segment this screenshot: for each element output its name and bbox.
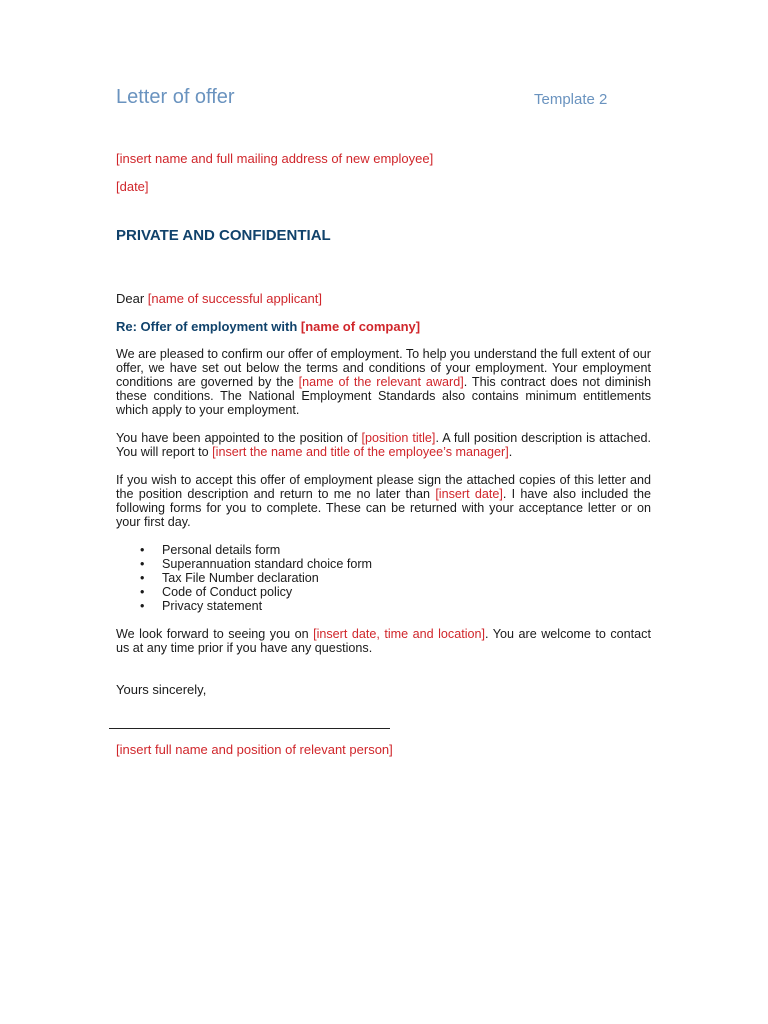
paragraph-position: [116, 431, 651, 459]
list-item: [116, 599, 372, 613]
paragraph-position-text-2: . A full position description is attached. You will report to: [116, 431, 651, 459]
bullet-icon: •: [140, 571, 145, 585]
meeting-placeholder: [insert date, time and location]: [313, 627, 486, 641]
paragraph-offer: [116, 347, 651, 417]
paragraph-welcome-text-1: We look forward to seeing you on: [116, 627, 314, 641]
form-item-label: Tax File Number declaration: [162, 571, 319, 585]
position-title-placeholder: [position title]: [361, 431, 436, 445]
salutation-prefix: Dear: [116, 291, 148, 306]
paragraph-acceptance-text-2: . I have also included the following forms for you to complete. These can be returned with your acceptance letter or on your first day.: [116, 487, 651, 529]
applicant-name-placeholder: [name of successful applicant]: [147, 291, 322, 306]
manager-placeholder: [insert the name and title of the employee’s manager]: [212, 445, 509, 459]
form-item-label: Superannuation standard choice form: [162, 557, 373, 571]
bullet-icon: •: [140, 585, 145, 599]
forms-list: [116, 543, 372, 613]
company-name-placeholder: [name of company]: [300, 319, 421, 334]
closing: Yours sincerely,: [116, 682, 207, 697]
address-placeholder: [insert name and full mailing address of new employee]: [116, 151, 434, 166]
award-placeholder: [name of the relevant award]: [298, 375, 464, 389]
paragraph-acceptance: [116, 473, 651, 529]
paragraph-position-text-1: You have been appointed to the position of: [116, 431, 362, 445]
paragraph-welcome-text-2: . You are welcome to contact us at any time prior if you have any questions.: [116, 627, 651, 655]
bullet-icon: •: [140, 543, 145, 557]
salutation: [116, 292, 322, 306]
list-item: [116, 571, 372, 585]
template-label: Template 2: [534, 91, 608, 108]
bullet-icon: •: [140, 599, 145, 613]
return-date-placeholder: [insert date]: [435, 487, 503, 501]
bullet-icon: •: [140, 557, 145, 571]
letter-title: Letter of offer: [116, 86, 235, 108]
signatory-placeholder: [insert full name and position of relevant person]: [116, 742, 393, 757]
paragraph-offer-text-1: We are pleased to confirm our offer of employment. To help you understand the full extent of our offer, we have set out below the terms and conditions of your employment. Your employment conditions are governed by the: [116, 347, 651, 389]
paragraph-welcome: [116, 627, 651, 655]
subject-line: [116, 319, 420, 334]
paragraph-offer-text-2: . This contract does not diminish these conditions. The National Employment Standards also contains minimum entitlements which apply to your employment.: [116, 375, 651, 417]
list-item: [116, 543, 372, 557]
date-placeholder: [date]: [116, 179, 149, 194]
subject-prefix: Re: Offer of employment with: [116, 319, 301, 334]
paragraph-position-text-3: .: [508, 445, 513, 459]
signature-line: [109, 728, 390, 729]
list-item: [116, 585, 372, 599]
form-item-label: Privacy statement: [162, 599, 263, 613]
confidential-heading: PRIVATE AND CONFIDENTIAL: [116, 227, 331, 244]
form-item-label: Code of Conduct policy: [162, 585, 293, 599]
paragraph-acceptance-text-1: If you wish to accept this offer of employment please sign the attached copies of this letter and the position description and return to me no later than: [116, 473, 651, 501]
form-item-label: Personal details form: [162, 543, 281, 557]
list-item: [116, 557, 372, 571]
